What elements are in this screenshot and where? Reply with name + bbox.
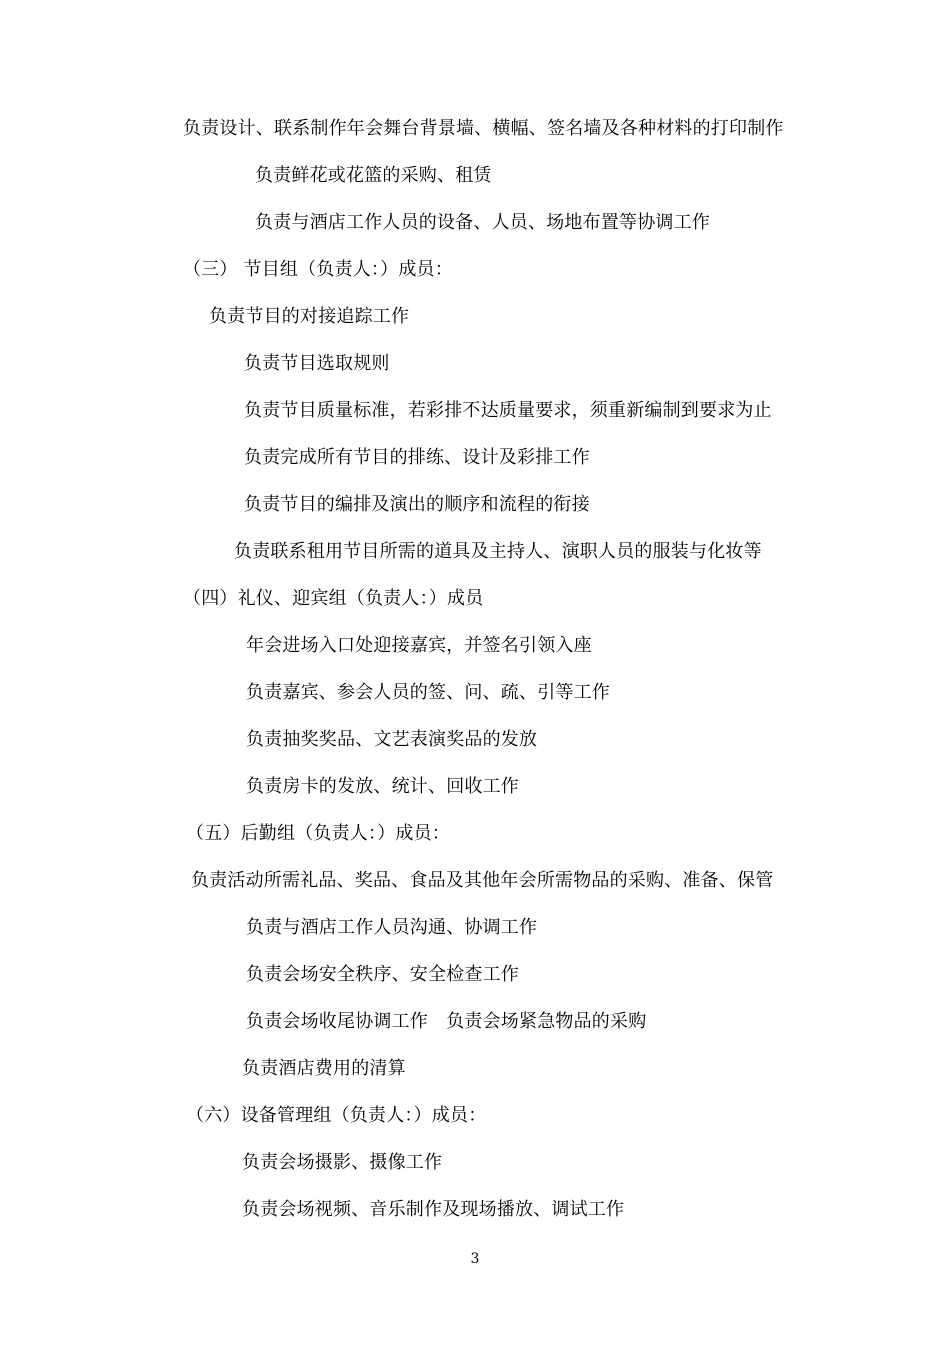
task-room-cards: 负责房卡的发放、统计、回收工作 [246, 776, 519, 797]
section-heading-program-group: （三） 节目组（负责人：）成员： [183, 259, 453, 280]
page-number: 3 [470, 1251, 480, 1267]
task-design-printing: 负责设计、联系制作年会舞台背景墙、横幅、签名墙及各种材料的打印制作 [183, 118, 784, 139]
task-logistics-procurement: 负责活动所需礼品、奖品、食品及其他年会所需物品的采购、准备、保管 [191, 870, 774, 891]
task-prize-distribution: 负责抽奖奖品、文艺表演奖品的发放 [246, 729, 538, 750]
task-program-rehearsal: 负责完成所有节目的排练、设计及彩排工作 [244, 447, 590, 468]
task-program-quality: 负责节目质量标准，若彩排不达质量要求，须重新编制到要求为止 [244, 400, 772, 421]
task-guest-welcome: 年会进场入口处迎接嘉宾，并签名引领入座 [246, 635, 592, 656]
task-venue-closing: 负责会场收尾协调工作 负责会场紧急物品的采购 [246, 1011, 647, 1032]
task-photography: 负责会场摄影、摄像工作 [242, 1152, 443, 1173]
task-guest-signin: 负责嘉宾、参会人员的签、问、疏、引等工作 [246, 682, 610, 703]
task-program-selection: 负责节目选取规则 [244, 353, 390, 374]
section-heading-etiquette-group: （四）礼仪、迎宾组（负责人：）成员 [183, 588, 484, 609]
section-heading-equipment-group: （六）设备管理组（负责人：）成员： [186, 1105, 487, 1126]
task-hotel-communication: 负责与酒店工作人员沟通、协调工作 [246, 917, 538, 938]
task-hotel-coordination: 负责与酒店工作人员的设备、人员、场地布置等协调工作 [255, 212, 710, 233]
task-flowers: 负责鲜花或花篮的采购、租赁 [255, 165, 492, 186]
task-hotel-billing: 负责酒店费用的清算 [242, 1058, 406, 1079]
task-program-arrangement: 负责节目的编排及演出的顺序和流程的衔接 [244, 494, 590, 515]
task-venue-security: 负责会场安全秩序、安全检查工作 [246, 964, 519, 985]
task-program-tracking: 负责节目的对接追踪工作 [209, 306, 410, 327]
section-heading-logistics-group: （五）后勤组（负责人：）成员： [186, 823, 450, 844]
task-program-props: 负责联系租用节目所需的道具及主持人、演职人员的服装与化妆等 [234, 541, 762, 562]
task-audio-video: 负责会场视频、音乐制作及现场播放、调试工作 [242, 1199, 625, 1220]
